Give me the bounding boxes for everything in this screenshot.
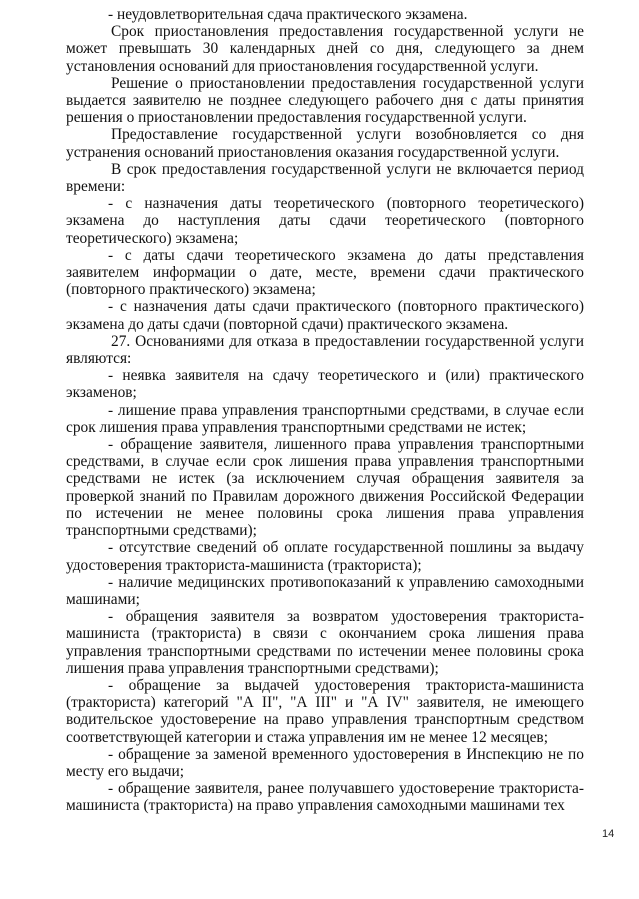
list-item: - с назначения даты сдачи практического (повторного практического) экзамена до даты сдачи (повторной сдачи) практического экзамена. (66, 298, 584, 333)
list-item: - наличие медицинских противопоказаний к управлению самоходными машинами; (66, 573, 584, 608)
list-item: - обращение за выдачей удостоверения тракториста-машиниста (тракториста) категорий "А II", "А III" и "А IV" заявителя, не имеющего водительское удостоверение на право управления транспортным средством соответствующей категории и стажа управления им не менее 12 месяцев; (66, 676, 584, 746)
paragraph: Предоставление государственной услуги возобновляется со дня устранения оснований приостановления оказания государственной услуги. (66, 126, 584, 161)
list-item: - с назначения даты теоретического (повторного теоретического) экзамена до наступления даты сдачи теоретического (повторного теоретического) экзамена; (66, 195, 584, 247)
paragraph: В срок предоставления государственной услуги не включается период времени: (66, 160, 584, 196)
document-body (66, 6, 584, 815)
list-item: - обращения заявителя за возвратом удостоверения тракториста-машиниста (тракториста) в связи с окончанием срока лишения права управления транспортными средствами по истечении менее половины срока лишения права управления транспортными средствами); (66, 608, 584, 677)
page-number: 14 (602, 828, 615, 840)
list-item: - отсутствие сведений об оплате государственной пошлины за выдачу удостоверения тракториста-машиниста (тракториста); (66, 539, 584, 574)
list-item: - неявка заявителя на сдачу теоретического и (или) практического экзаменов; (66, 367, 584, 402)
paragraph: Решение о приостановлении предоставления государственной услуги выдается заявителю не позднее следующего рабочего дня с даты принятия решения о приостановлении предоставления государственной услуги. (66, 74, 584, 127)
list-item: - обращение за заменой временного удостоверения в Инспекцию не по месту его выдачи; (66, 745, 584, 780)
section-paragraph-27: 27. Основаниями для отказа в предоставлении государственной услуги являются: (66, 332, 584, 368)
list-item: - обращение заявителя, лишенного права управления транспортными средствами, в случае если срок лишения права управления транспортными средствами не истек (за исключением случая обращения заявителя за проверкой знаний по Правилам дорожного движения Российской Федерации по истечении не менее половины срока лишения права управления транспортными средствами); (66, 436, 584, 540)
paragraph: - неудовлетворительная сдача практического экзамена. (108, 6, 468, 23)
list-item: - с даты сдачи теоретического экзамена до даты представления заявителем информации о дате, месте, времени сдачи практического (повторного практического) экзамена; (66, 246, 584, 299)
list-item: - обращение заявителя, ранее получавшего удостоверение тракториста-машиниста (тракториста) на право управления самоходными машинами тех (66, 780, 584, 815)
list-item: - лишение права управления транспортными средствами, в случае если срок лишения права управления транспортными средствами не истек; (66, 401, 584, 436)
paragraph: Срок приостановления предоставления государственной услуги не может превышать 30 календарных дней со дня, следующего за днем установления оснований для приостановления государственной услуги. (66, 23, 584, 75)
